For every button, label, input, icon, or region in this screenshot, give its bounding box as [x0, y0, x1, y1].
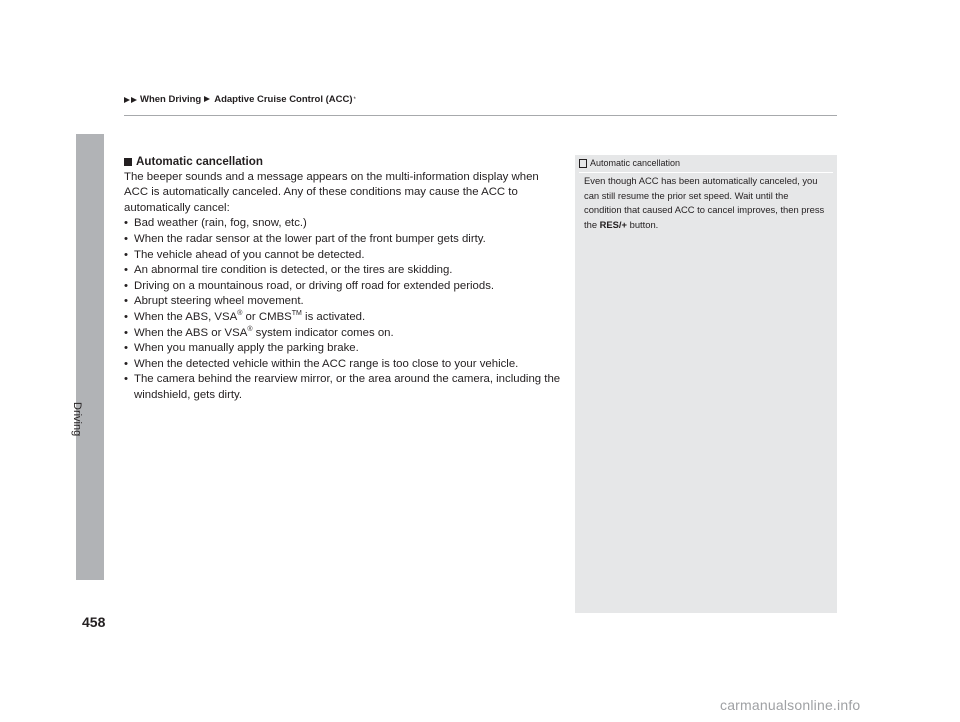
breadcrumb-footnote-marker: * — [353, 96, 356, 103]
chapter-side-tab — [76, 134, 104, 580]
note-divider — [579, 172, 833, 173]
bullet-icon: • — [124, 373, 128, 386]
bullet-icon: • — [124, 217, 128, 230]
list-item: • Driving on a mountainous road, or driving off road for extended periods. — [124, 279, 564, 295]
breadcrumb-arrow-icon — [204, 96, 210, 102]
bullet-icon: • — [124, 248, 128, 261]
breadcrumb-level2[interactable]: Adaptive Cruise Control (ACC) — [214, 94, 353, 105]
registered-mark: ® — [247, 325, 253, 333]
breadcrumb-arrow-icon — [131, 97, 137, 103]
bullet-icon: • — [124, 310, 128, 323]
list-item: • When the ABS or VSA® system indicator comes on. — [124, 326, 564, 342]
watermark: carmanualsonline.info — [720, 697, 861, 713]
section-title: Automatic cancellation — [136, 155, 263, 168]
header-divider — [124, 115, 837, 116]
list-item: • Abrupt steering wheel movement. — [124, 294, 564, 310]
list-item: • When you manually apply the parking brake. — [124, 341, 564, 357]
bullet-icon: • — [124, 326, 128, 339]
list-item: • When the radar sensor at the lower part of the front bumper gets dirty. — [124, 232, 564, 248]
bullet-icon: • — [124, 264, 128, 277]
page-number: 458 — [82, 614, 106, 630]
list-item: • An abnormal tire condition is detected, or the tires are skidding. — [124, 263, 564, 279]
section-heading — [124, 154, 564, 170]
bullet-icon: • — [124, 279, 128, 292]
bullet-icon: • — [124, 295, 128, 308]
trademark-mark: TM — [291, 310, 302, 318]
side-note-panel — [575, 155, 837, 613]
note-body: Even though ACC has been automatically canceled, you can still resume the prior set speed. Wait until the condition that caused ACC to cancel improves, then press the RES/+ button. — [584, 175, 825, 230]
conditions-list — [124, 216, 564, 403]
chapter-label: Driving — [71, 402, 83, 437]
note-title: Automatic cancellation — [590, 158, 681, 168]
note-icon — [579, 159, 587, 168]
list-item: • The vehicle ahead of you cannot be detected. — [124, 248, 564, 264]
main-content — [124, 154, 564, 404]
breadcrumb-arrow-icon — [124, 97, 130, 103]
breadcrumb — [124, 94, 356, 105]
bullet-icon: • — [124, 357, 128, 370]
intro-paragraph: The beeper sounds and a message appears on the multi-information display when ACC is automatically canceled. Any of these conditions may cause the ACC to automatically cancel: — [124, 170, 539, 214]
list-item: • Bad weather (rain, fog, snow, etc.) — [124, 216, 564, 232]
bullet-icon: • — [124, 232, 128, 245]
note-heading — [579, 158, 680, 168]
list-item: • When the detected vehicle within the ACC range is too close to your vehicle. — [124, 357, 564, 373]
breadcrumb-level1[interactable]: When Driving — [140, 94, 202, 105]
list-item: • The camera behind the rearview mirror, or the area around the camera, including the windshield, gets dirty. — [124, 373, 561, 401]
section-square-icon — [124, 158, 132, 166]
res-plus-button-label: RES/+ — [599, 218, 627, 230]
list-item: • When the ABS, VSA® or CMBS™ is activated. — [124, 310, 564, 326]
bullet-icon: • — [124, 342, 128, 355]
registered-mark: ® — [237, 310, 243, 318]
